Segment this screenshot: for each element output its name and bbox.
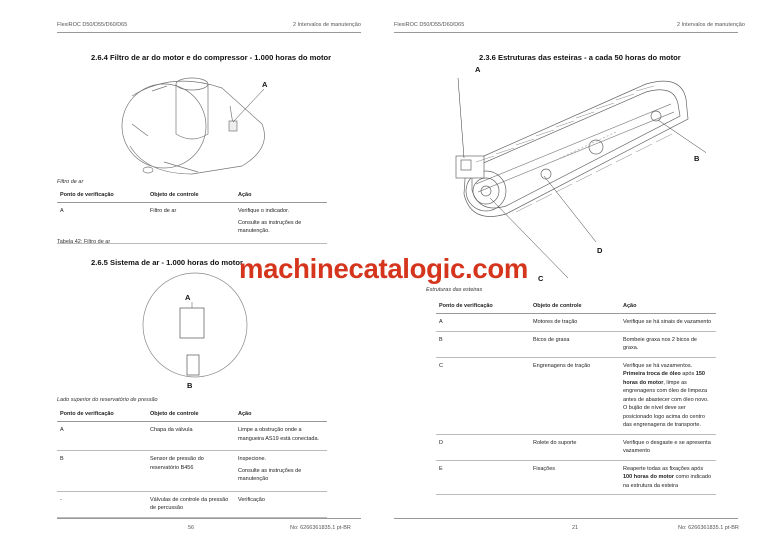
header-chapter: 2 Intervalos de manutenção — [293, 22, 361, 28]
cell-check-point: D — [436, 434, 530, 460]
action-line: Limpe a obstrução onde a mangueira AS19 está conectada. — [238, 427, 320, 442]
action-emphasis: Primeira troca de óleo — [623, 371, 681, 377]
action-line: Consulte as instruções de manutenção. — [238, 219, 302, 234]
cell-control-object: Sensor de pressão do reservatório B456 — [147, 451, 235, 492]
cell-check-point: B — [436, 331, 530, 357]
cell-control-object: Filtro de ar — [147, 203, 235, 244]
footer-page-number: 21 — [572, 525, 579, 531]
section-title-air-system: 2.6.5 Sistema de ar - 1.000 horas do motor — [91, 258, 243, 267]
table-row — [57, 451, 327, 492]
footer-doc-number: No: 6266361835.1 pt-BR — [678, 525, 739, 531]
header-product: FlexiROC D50/D55/D60/D65 — [57, 22, 128, 28]
cell-control-object: Engrenagens de tração — [530, 357, 620, 434]
cell-action: Verifique se há sinais de vazamento — [620, 314, 716, 332]
action-line: Verifique o indicador. — [238, 208, 290, 214]
cell-control-object: Válvulas de controle da pressão de percussão — [147, 491, 235, 517]
air-filter-table — [57, 188, 327, 244]
figure-label-b: B — [187, 381, 193, 390]
column-header: Objeto de controle — [147, 188, 235, 203]
figure-caption-pressure-tank: Lado superior do reservatório de pressão — [57, 397, 158, 403]
cell-action: Verifique o desgaste e se apresenta vazamento — [620, 434, 716, 460]
action-text: como indicado na estrutura da esteira — [623, 474, 712, 489]
action-line: Consulte as instruções de manutenção — [238, 467, 302, 482]
table-row — [436, 460, 716, 495]
track-frame-illustration — [446, 64, 706, 284]
air-filter-illustration — [112, 66, 282, 181]
table-header-row — [57, 407, 327, 422]
cell-check-point: E — [436, 460, 530, 495]
cell-action — [620, 357, 716, 434]
figure-label-a: A — [262, 80, 268, 89]
footer-page-number: 56 — [188, 525, 195, 531]
cell-action — [620, 460, 716, 495]
table-row — [57, 422, 327, 451]
column-header: Ponto de verificação — [436, 299, 530, 314]
column-header: Objeto de controle — [530, 299, 620, 314]
table-row — [436, 357, 716, 434]
column-header: Ação — [620, 299, 716, 314]
column-header: Ação — [235, 188, 327, 203]
table-header-row — [57, 188, 327, 203]
cell-control-object: Bicos de graxa — [530, 331, 620, 357]
cell-check-point: A — [57, 422, 147, 451]
cell-control-object: Rolete do suporte — [530, 434, 620, 460]
cell-check-point: C — [436, 357, 530, 434]
table-row — [57, 203, 327, 244]
figure-caption-air-filter: Filtro de ar — [57, 179, 84, 185]
figure-label-c: C — [538, 274, 544, 283]
cell-action — [235, 203, 327, 244]
header-product: FlexiROC D50/D55/D60/D65 — [394, 22, 465, 28]
table-row — [436, 434, 716, 460]
figure-label-a: A — [475, 65, 481, 74]
section-title-air-filter: 2.6.4 Filtro de ar do motor e do compressor - 1.000 horas do motor — [91, 53, 332, 62]
header-chapter: 2 Intervalos de manutenção — [677, 22, 745, 28]
column-header: Ponto de verificação — [57, 407, 147, 422]
footer-rule — [394, 518, 738, 519]
footer-rule — [57, 518, 361, 519]
figure-caption-track-frames: Estruturas das esteiras — [426, 287, 483, 293]
cell-check-point: - — [57, 491, 147, 517]
footer-doc-number: No: 6266361835.1 pt-BR — [290, 525, 351, 531]
column-header: Ação — [235, 407, 327, 422]
header-rule — [394, 32, 738, 33]
air-system-table — [57, 407, 327, 518]
cell-control-object: Chapa da válvula — [147, 422, 235, 451]
cell-action — [235, 451, 327, 492]
cell-check-point: A — [436, 314, 530, 332]
cell-action — [235, 491, 327, 517]
action-text: Reaperte todas as fixações após — [623, 465, 704, 472]
header-rule — [57, 32, 361, 33]
action-line: Verificação — [238, 496, 265, 503]
track-frames-table — [436, 299, 716, 495]
cell-check-point: B — [57, 451, 147, 492]
cell-action — [235, 422, 327, 451]
action-text: Verifique se há vazamentos. — [623, 362, 693, 369]
pressure-tank-illustration — [140, 270, 250, 382]
column-header: Ponto de verificação — [57, 188, 147, 203]
table-row — [436, 314, 716, 332]
figure-label-b: B — [694, 154, 700, 163]
action-text: após — [680, 371, 696, 377]
watermark-text: machinecatalogic.com — [239, 253, 528, 284]
figure-label-d: D — [597, 246, 603, 255]
table-row — [436, 331, 716, 357]
table-header-row — [436, 299, 716, 314]
cell-action: Bombeie graxa nos 2 bicos de graxa. — [620, 331, 716, 357]
figure-label-a: A — [185, 293, 191, 302]
table-row — [57, 491, 327, 517]
table-caption: Tabela 42: Filtro de ar — [57, 239, 111, 245]
column-header: Objeto de controle — [147, 407, 235, 422]
section-title-track-frames: 2.3.6 Estruturas das esteiras - a cada 50 horas do motor — [479, 53, 681, 62]
action-text: , limpe as engrenagens com óleo de limpeza antes de abastecer com óleo novo. O bujão de nível deve ser posicionado logo acima do centro das engrenagens de transporte. — [623, 379, 709, 428]
cell-check-point: A — [57, 203, 147, 244]
action-emphasis: 150 horas do motor — [623, 371, 705, 386]
cell-control-object: Fixações — [530, 460, 620, 495]
action-line: Inspecione. — [238, 456, 267, 462]
cell-control-object: Motores de tração — [530, 314, 620, 332]
action-emphasis: 100 horas do motor — [623, 474, 675, 480]
